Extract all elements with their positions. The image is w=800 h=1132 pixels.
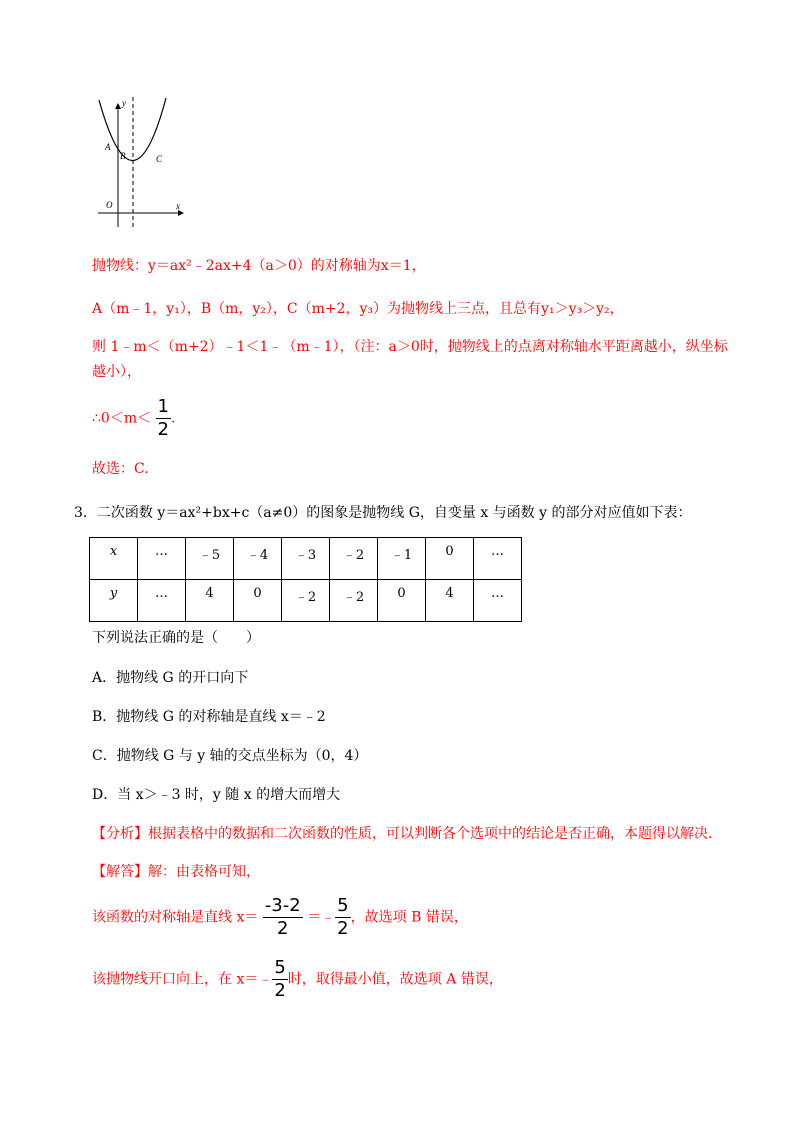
solution-line-2: A（m﹣1，y₁），B（m，y₂），C（m+2，y₃）为抛物线上三点，且总有y₁＞y₃＞y₂， — [92, 301, 624, 317]
analysis-tag: 【分析】 — [92, 826, 148, 842]
table-cell: ﹣2 — [282, 580, 330, 622]
solution-line-4: 越小）， — [92, 364, 141, 380]
fraction-denominator: 2 — [337, 918, 349, 939]
answer-line-1-suffix: ，故选项 B 错误， — [350, 909, 468, 926]
table-cell: … — [138, 580, 186, 622]
table-cell: … — [474, 538, 522, 580]
answer-line-2-prefix: 该抛物线开口向上，在 x＝﹣ — [92, 971, 273, 988]
table-cell: 0 — [426, 538, 474, 580]
answer-tag: 【解答】 — [92, 864, 148, 880]
therefore-prefix: ∴0＜m＜ — [92, 410, 152, 427]
analysis-text: 根据表格中的数据和二次函数的性质，可以判断各个选项中的结论是否正确，本题得以解决. — [148, 826, 713, 842]
fraction-one-half — [156, 398, 171, 439]
solution-line-1: 抛物线：y＝ax²﹣2ax+4（a＞0）的对称轴为x＝1， — [92, 258, 426, 274]
parabola-graph — [88, 92, 208, 232]
table-cell: ﹣2 — [330, 580, 378, 622]
table-cell: ﹣1 — [378, 538, 426, 580]
solution-line-3: 则 1﹣m＜（m+2）﹣1＜1﹣（m﹣1），（注：a＞0时，抛物线上的点离对称轴水平距离越小，纵坐标 — [92, 339, 728, 355]
answer-intro — [92, 861, 260, 881]
answer-line-1-mid: ＝﹣ — [307, 909, 336, 926]
table-cell: … — [138, 538, 186, 580]
fraction-denominator: 2 — [277, 918, 289, 939]
fraction-numerator: 5 — [274, 957, 286, 978]
answer-line-1-prefix: 该函数的对称轴是直线 x＝ — [92, 909, 259, 926]
fraction-numerator: -3-2 — [264, 895, 301, 916]
table-cell: 0 — [234, 580, 282, 622]
fraction-denominator: 2 — [157, 419, 169, 440]
table-cell: ﹣4 — [234, 538, 282, 580]
option-c: C．抛物线 G 与 y 轴的交点坐标为（0，4） — [92, 748, 368, 764]
fraction-axis — [263, 897, 303, 938]
table-row-x — [90, 538, 522, 580]
question-text: 二次函数 y＝ax²+bx+c（a≠0）的图象是抛物线 G，自变量 x 与函数 y 的部分对应值如下表： — [96, 505, 692, 521]
question-number: 3． — [74, 505, 97, 521]
answer-line-2 — [92, 959, 503, 1000]
table-cell: 0 — [378, 580, 426, 622]
fraction-numerator: 5 — [337, 895, 349, 916]
table-row-y — [90, 580, 522, 622]
fraction-denominator: 2 — [274, 980, 286, 1001]
table-cell: … — [474, 580, 522, 622]
table-cell: 4 — [186, 580, 234, 622]
answer-line-1 — [92, 897, 468, 938]
therefore-line — [92, 398, 175, 439]
table-cell: x — [90, 538, 138, 580]
answer-line-2-suffix: 时，取得最小值，故选项 A 错误， — [287, 971, 503, 988]
table-cell: ﹣2 — [330, 538, 378, 580]
question-3-stem — [74, 502, 692, 522]
question-prompt: 下列说法正确的是（ ） — [92, 630, 260, 646]
table-cell: ﹣5 — [186, 538, 234, 580]
therefore-suffix: . — [171, 410, 176, 427]
point-b-label: B — [120, 151, 126, 161]
value-table — [89, 537, 522, 622]
y-axis-label: y — [122, 98, 126, 108]
table-cell: 4 — [426, 580, 474, 622]
point-a-label: A — [105, 142, 111, 152]
table-cell: ﹣3 — [282, 538, 330, 580]
point-c-label: C — [156, 154, 163, 164]
table-cell: y — [90, 580, 138, 622]
origin-label: O — [106, 200, 113, 210]
option-b: B．抛物线 G 的对称轴是直线 x＝﹣2 — [92, 709, 326, 725]
option-d: D．当 x＞﹣3 时，y 随 x 的增大而增大 — [92, 787, 341, 803]
analysis-line — [92, 823, 712, 843]
answer-text: 解：由表格可知， — [148, 864, 260, 880]
option-a: A．抛物线 G 的开口向下 — [92, 670, 249, 686]
answer-choice: 故选：C. — [92, 461, 149, 477]
x-axis-label: x — [176, 201, 180, 211]
fraction-numerator: 1 — [157, 396, 169, 417]
fraction-five-halves — [335, 897, 350, 938]
fraction-five-halves — [272, 959, 287, 1000]
